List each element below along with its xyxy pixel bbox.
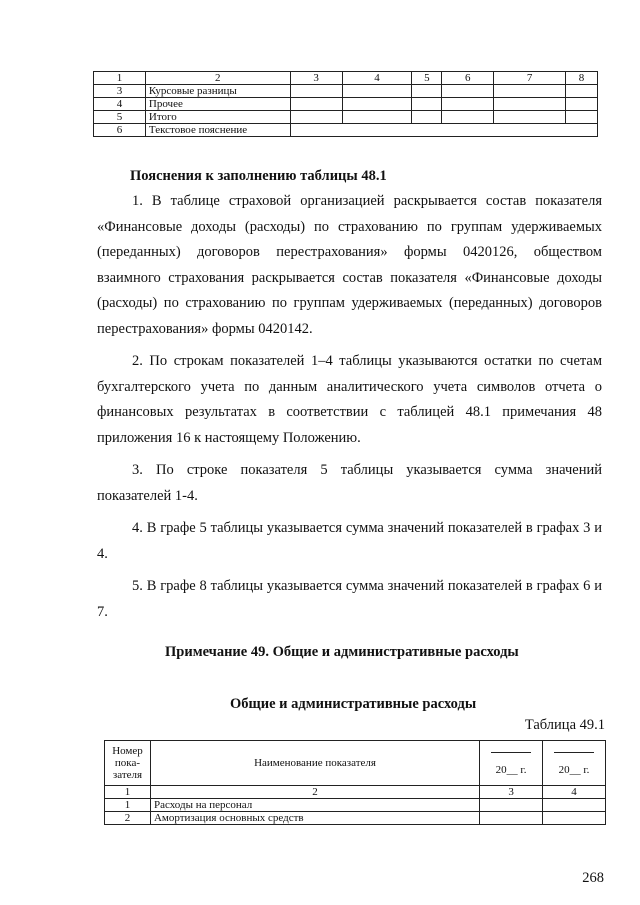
row-name: Итого (145, 111, 290, 124)
cell (342, 111, 412, 124)
cell (442, 85, 494, 98)
table-48-1 (93, 71, 598, 137)
table-49-label: Таблица 49.1 (524, 717, 605, 733)
row-number: 6 (94, 124, 146, 137)
cell (543, 812, 606, 825)
table-49-1 (104, 740, 606, 825)
cell (442, 111, 494, 124)
col-number: 1 (105, 786, 151, 799)
cell (543, 799, 606, 812)
table-row (94, 124, 598, 137)
table-row (94, 98, 598, 111)
table-row (94, 85, 598, 98)
row-name: Прочее (145, 98, 290, 111)
paragraph: 1. В таблице страховой организацией раскрывается состав показателя «Финансовые доходы (расходы) по страхованию по группам удерживаемых (переданных) договоров перестрахования» формы 0420126, обществом взаимного страхования раскрывается состав показателя «Финансовые доходы (расходы) по страхованию по группам удерживаемых (переданных) договоров перестрахования» формы 0420142. (97, 193, 602, 337)
explanations-title: Пояснения к заполнению таблицы 48.1 (130, 168, 387, 184)
cell (494, 85, 566, 98)
explanations-body (97, 189, 602, 632)
blank-line (491, 752, 531, 759)
cell (290, 98, 342, 111)
col-number: 2 (150, 786, 479, 799)
table-header-row (94, 72, 598, 85)
cell (494, 111, 566, 124)
cell (566, 111, 598, 124)
col-number: 1 (94, 72, 146, 85)
page-number: 268 (582, 870, 604, 886)
header-name-column: Наименование показателя (150, 741, 479, 786)
col-number: 8 (566, 72, 598, 85)
cell (412, 98, 442, 111)
cell (566, 98, 598, 111)
cell (412, 85, 442, 98)
col-number: 3 (290, 72, 342, 85)
row-number: 4 (94, 98, 146, 111)
cell (290, 111, 342, 124)
col-number: 4 (543, 786, 606, 799)
cell (342, 98, 412, 111)
table-row (94, 111, 598, 124)
paragraph: 2. По строкам показателей 1–4 таблицы указываются остатки по счетам бухгалтерского учета по данным аналитического учета символов отчета о финансовых результатах в соответствии с таблицей 48.1 примечания 48 приложения 16 к настоящему Положению. (97, 353, 602, 446)
col-number: 4 (342, 72, 412, 85)
cell (494, 98, 566, 111)
note-49-title: Примечание 49. Общие и административные расходы (165, 644, 519, 660)
blank-line (554, 752, 594, 759)
col-number: 3 (480, 786, 543, 799)
cell (566, 85, 598, 98)
paragraph: 4. В графе 5 таблицы указывается сумма значений показателей в графах 3 и 4. (97, 520, 602, 562)
table-49-title: Общие и административные расходы (230, 696, 477, 712)
row-name: Амортизация основных средств (150, 812, 479, 825)
col-number: 5 (412, 72, 442, 85)
row-number: 3 (94, 85, 146, 98)
text-explanation-cell (290, 124, 597, 137)
header-period-2: 20__ г. (543, 741, 606, 786)
col-number: 2 (145, 72, 290, 85)
row-number: 5 (94, 111, 146, 124)
col-number: 6 (442, 72, 494, 85)
row-name: Курсовые разницы (145, 85, 290, 98)
table-column-numbers-row (105, 786, 606, 799)
paragraph: 5. В графе 8 таблицы указывается сумма значений показателей в графах 6 и 7. (97, 578, 602, 620)
cell (412, 111, 442, 124)
header-period-1: 20__ г. (480, 741, 543, 786)
paragraph: 3. По строке показателя 5 таблицы указывается сумма значений показателей 1-4. (97, 462, 602, 504)
cell (342, 85, 412, 98)
cell (480, 812, 543, 825)
header-number-column: Номер пока- зателя (105, 741, 151, 786)
row-number: 1 (105, 799, 151, 812)
row-name: Текстовое пояснение (145, 124, 290, 137)
table-row (105, 812, 606, 825)
table-row (105, 799, 606, 812)
cell (290, 85, 342, 98)
col-number: 7 (494, 72, 566, 85)
cell (442, 98, 494, 111)
table-header-row (105, 741, 606, 786)
row-number: 2 (105, 812, 151, 825)
cell (480, 799, 543, 812)
row-name: Расходы на персонал (150, 799, 479, 812)
